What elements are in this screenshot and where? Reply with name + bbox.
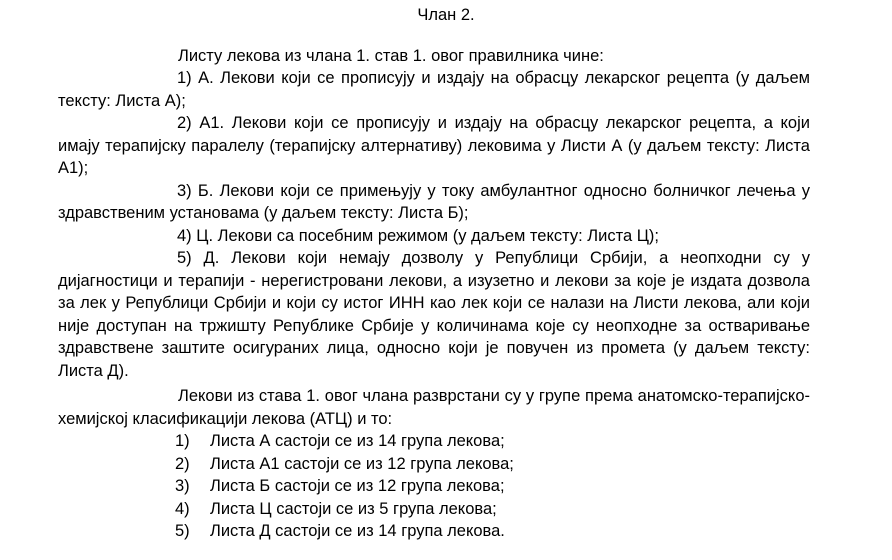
item-number: 5) — [175, 522, 190, 540]
item-number: 3) — [175, 477, 190, 495]
list-types — [58, 67, 810, 382]
item-text: Листа А1 састоји се из 12 група лекова; — [210, 454, 514, 473]
list-item-b: 3) Б. Лекови који се примењују у току амбулантног односно болничког лечења у здравственим установама (у даљем тексту: Листа Б); — [58, 181, 810, 222]
list-item-c: 4) Ц. Лекови са посебним режимом (у даљем тексту: Листа Ц); — [177, 226, 659, 245]
item-number: 4) — [175, 499, 190, 518]
item-text: Листа Д састоји се из 14 група лекова. — [210, 522, 505, 540]
group-count-item — [175, 520, 514, 543]
group-count-list — [175, 430, 514, 543]
group-count-item — [175, 430, 514, 453]
list-item-a1: 2) А1. Лекови који се прописују и издају на обрасцу лекарског рецепта, а који имају терапијску паралелу (терапијску алтернативу) лековима у Листи А (у даљем тексту: Листа А1); — [58, 114, 810, 177]
item-text: Листа А састоји се из 14 група лекова; — [210, 432, 505, 450]
item-text: Листа Ц састоји се из 5 група лекова; — [210, 499, 497, 518]
list-item-a: 1) А. Лекови који се прописују и издају на обрасцу лекарског рецепта (у даљем тексту: Листа А); — [58, 69, 810, 110]
article-title: Члан 2. — [417, 6, 475, 24]
classification-paragraph: Лекови из става 1. овог члана разврстани су у групе према анатомско-терапијско-хемијској класификацији лекова (АТЦ) и то: — [58, 387, 810, 428]
list-item-d: 5) Д. Лекови који немају дозволу у Републици Србији, а неопходни су у дијагностици и терапији - нерегистровани лекови, а изузетно и лекови за које је издата дозвола за лек у Републици Србији и који су истог ИНН као лек који се налази на Листи лекова, али који није доступан на тржишту Републике Србије у количинама које су неопходне за остваривање здравствене заштите осигураних лица, односно који је повучен из промета (у даљем тексту: Листа Д). — [58, 249, 810, 380]
item-number: 2) — [175, 454, 190, 473]
group-count-item — [175, 498, 514, 521]
item-text: Листа Б састоји се из 12 група лекова; — [210, 477, 505, 495]
group-count-item — [175, 475, 514, 498]
item-number: 1) — [175, 432, 190, 450]
group-count-item — [175, 453, 514, 476]
intro-paragraph: Листу лекова из члана 1. став 1. овог правилника чине: — [178, 47, 604, 65]
